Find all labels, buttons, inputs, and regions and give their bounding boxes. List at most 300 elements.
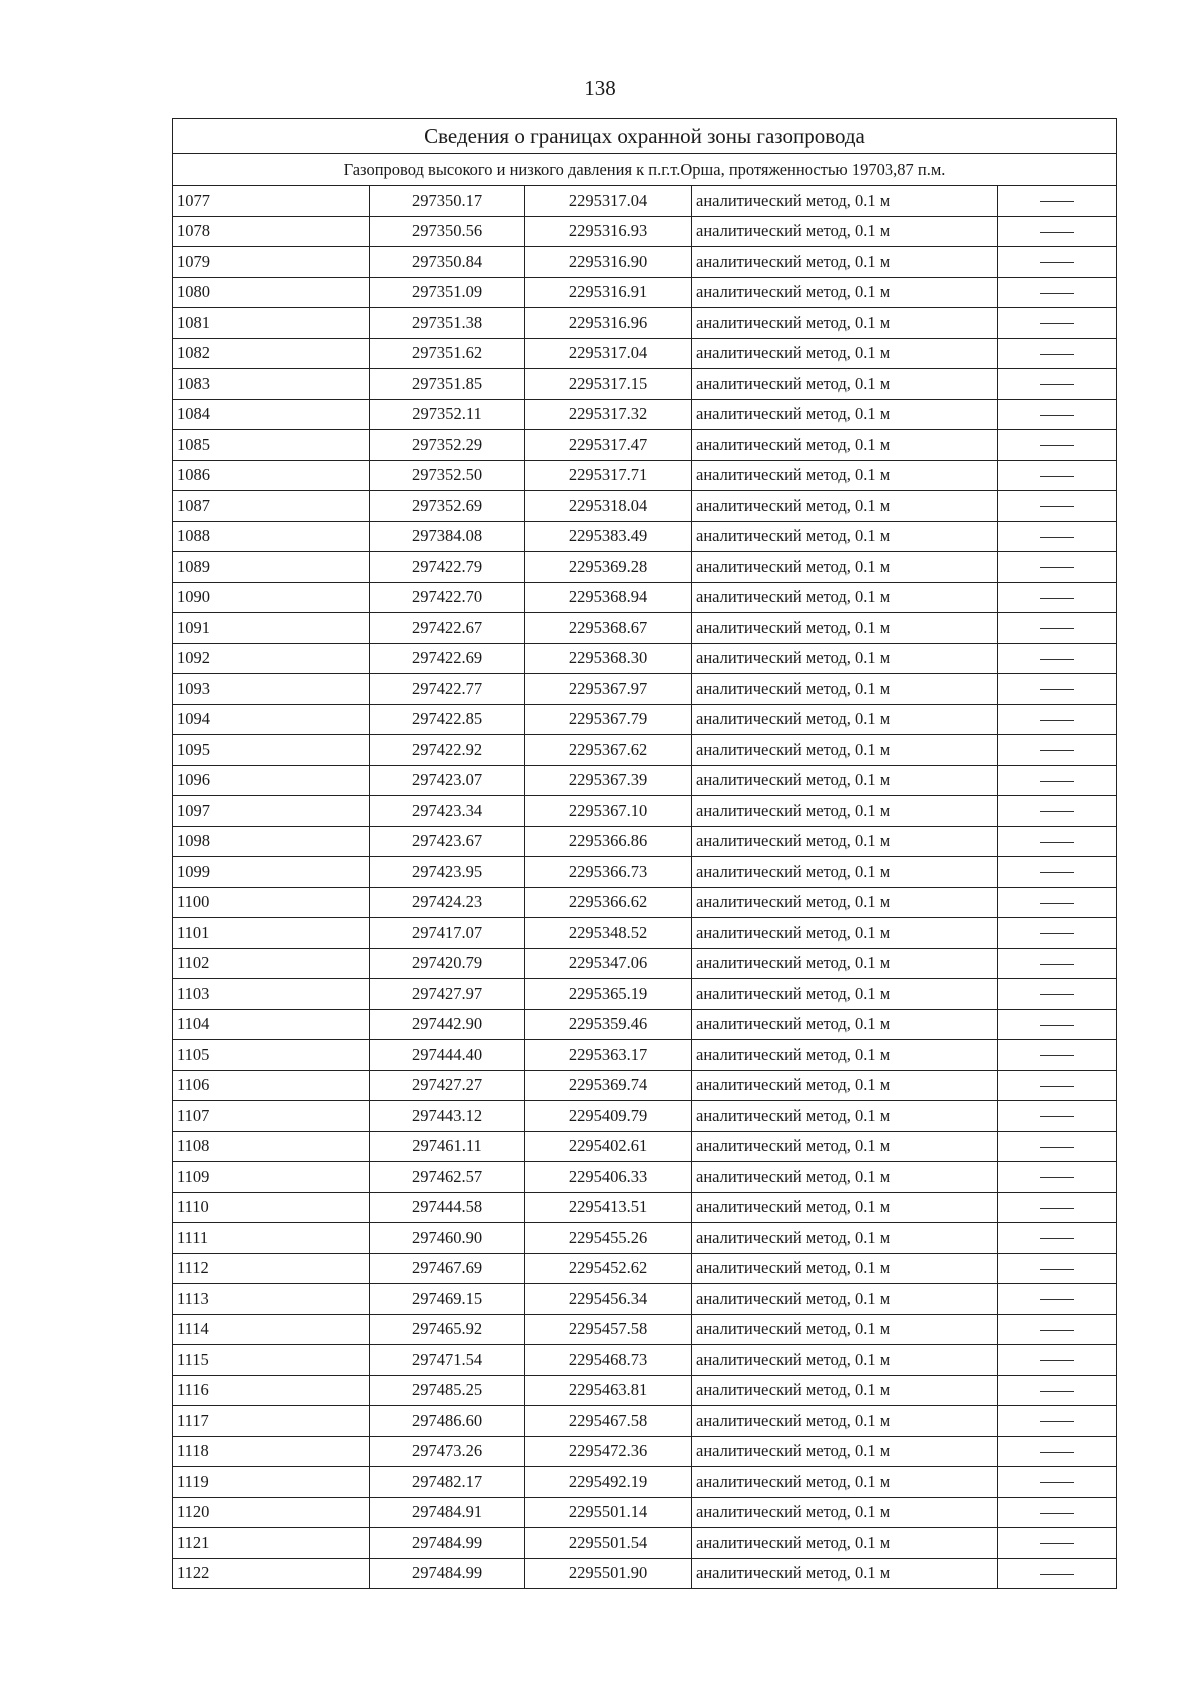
method-cell: аналитический метод, 0.1 м <box>692 735 998 766</box>
method-cell: аналитический метод, 0.1 м <box>692 277 998 308</box>
x-coordinate-cell: 297485.25 <box>370 1375 525 1406</box>
y-coordinate-cell: 2295348.52 <box>525 918 692 949</box>
table-row <box>173 216 1117 247</box>
note-cell <box>998 552 1117 583</box>
note-cell <box>998 247 1117 278</box>
x-coordinate-cell: 297350.56 <box>370 216 525 247</box>
x-coordinate-cell: 297482.17 <box>370 1467 525 1498</box>
y-coordinate-cell: 2295316.93 <box>525 216 692 247</box>
x-coordinate-cell: 297422.79 <box>370 552 525 583</box>
y-coordinate-cell: 2295365.19 <box>525 979 692 1010</box>
note-cell <box>998 796 1117 827</box>
dash-icon <box>1040 1055 1074 1056</box>
method-cell: аналитический метод, 0.1 м <box>692 1558 998 1589</box>
method-cell: аналитический метод, 0.1 м <box>692 1436 998 1467</box>
y-coordinate-cell: 2295456.34 <box>525 1284 692 1315</box>
x-coordinate-cell: 297351.38 <box>370 308 525 339</box>
method-cell: аналитический метод, 0.1 м <box>692 1375 998 1406</box>
note-cell <box>998 1375 1117 1406</box>
y-coordinate-cell: 2295409.79 <box>525 1101 692 1132</box>
y-coordinate-cell: 2295317.47 <box>525 430 692 461</box>
dash-icon <box>1040 1208 1074 1209</box>
dash-icon <box>1040 1513 1074 1514</box>
point-number-cell: 1079 <box>173 247 370 278</box>
y-coordinate-cell: 2295367.39 <box>525 765 692 796</box>
x-coordinate-cell: 297442.90 <box>370 1009 525 1040</box>
point-number-cell: 1113 <box>173 1284 370 1315</box>
y-coordinate-cell: 2295501.54 <box>525 1528 692 1559</box>
note-cell <box>998 918 1117 949</box>
x-coordinate-cell: 297462.57 <box>370 1162 525 1193</box>
method-cell: аналитический метод, 0.1 м <box>692 1345 998 1376</box>
dash-icon <box>1040 1147 1074 1148</box>
point-number-cell: 1112 <box>173 1253 370 1284</box>
point-number-cell: 1084 <box>173 399 370 430</box>
point-number-cell: 1102 <box>173 948 370 979</box>
table-row <box>173 735 1117 766</box>
x-coordinate-cell: 297486.60 <box>370 1406 525 1437</box>
x-coordinate-cell: 297461.11 <box>370 1131 525 1162</box>
table-row <box>173 430 1117 461</box>
point-number-cell: 1111 <box>173 1223 370 1254</box>
y-coordinate-cell: 2295406.33 <box>525 1162 692 1193</box>
method-cell: аналитический метод, 0.1 м <box>692 1528 998 1559</box>
note-cell <box>998 674 1117 705</box>
x-coordinate-cell: 297460.90 <box>370 1223 525 1254</box>
table-row <box>173 1223 1117 1254</box>
dash-icon <box>1040 201 1074 202</box>
method-cell: аналитический метод, 0.1 м <box>692 247 998 278</box>
note-cell <box>998 1436 1117 1467</box>
point-number-cell: 1108 <box>173 1131 370 1162</box>
dash-icon <box>1040 1360 1074 1361</box>
point-number-cell: 1098 <box>173 826 370 857</box>
y-coordinate-cell: 2295383.49 <box>525 521 692 552</box>
y-coordinate-cell: 2295368.30 <box>525 643 692 674</box>
x-coordinate-cell: 297352.50 <box>370 460 525 491</box>
note-cell <box>998 521 1117 552</box>
x-coordinate-cell: 297352.29 <box>370 430 525 461</box>
table-row <box>173 521 1117 552</box>
dash-icon <box>1040 964 1074 965</box>
dash-icon <box>1040 903 1074 904</box>
note-cell <box>998 704 1117 735</box>
dash-icon <box>1040 1269 1074 1270</box>
method-cell: аналитический метод, 0.1 м <box>692 643 998 674</box>
table-row <box>173 887 1117 918</box>
y-coordinate-cell: 2295317.15 <box>525 369 692 400</box>
y-coordinate-cell: 2295317.71 <box>525 460 692 491</box>
x-coordinate-cell: 297424.23 <box>370 887 525 918</box>
table-row <box>173 1467 1117 1498</box>
note-cell <box>998 826 1117 857</box>
x-coordinate-cell: 297352.11 <box>370 399 525 430</box>
note-cell <box>998 857 1117 888</box>
method-cell: аналитический метод, 0.1 м <box>692 857 998 888</box>
table-row <box>173 399 1117 430</box>
note-cell <box>998 460 1117 491</box>
note-cell <box>998 399 1117 430</box>
y-coordinate-cell: 2295363.17 <box>525 1040 692 1071</box>
method-cell: аналитический метод, 0.1 м <box>692 1497 998 1528</box>
table-row <box>173 460 1117 491</box>
method-cell: аналитический метод, 0.1 м <box>692 887 998 918</box>
point-number-cell: 1115 <box>173 1345 370 1376</box>
point-number-cell: 1107 <box>173 1101 370 1132</box>
method-cell: аналитический метод, 0.1 м <box>692 704 998 735</box>
dash-icon <box>1040 384 1074 385</box>
point-number-cell: 1103 <box>173 979 370 1010</box>
dash-icon <box>1040 1116 1074 1117</box>
table-row <box>173 918 1117 949</box>
point-number-cell: 1088 <box>173 521 370 552</box>
note-cell <box>998 1223 1117 1254</box>
dash-icon <box>1040 415 1074 416</box>
point-number-cell: 1097 <box>173 796 370 827</box>
method-cell: аналитический метод, 0.1 м <box>692 552 998 583</box>
y-coordinate-cell: 2295316.91 <box>525 277 692 308</box>
x-coordinate-cell: 297420.79 <box>370 948 525 979</box>
x-coordinate-cell: 297423.67 <box>370 826 525 857</box>
method-cell: аналитический метод, 0.1 м <box>692 1101 998 1132</box>
y-coordinate-cell: 2295366.62 <box>525 887 692 918</box>
table-row <box>173 1314 1117 1345</box>
method-cell: аналитический метод, 0.1 м <box>692 1070 998 1101</box>
point-number-cell: 1106 <box>173 1070 370 1101</box>
dash-icon <box>1040 1391 1074 1392</box>
method-cell: аналитический метод, 0.1 м <box>692 948 998 979</box>
table-row <box>173 186 1117 217</box>
table-row <box>173 552 1117 583</box>
note-cell <box>998 277 1117 308</box>
x-coordinate-cell: 297350.17 <box>370 186 525 217</box>
point-number-cell: 1117 <box>173 1406 370 1437</box>
method-cell: аналитический метод, 0.1 м <box>692 216 998 247</box>
y-coordinate-cell: 2295402.61 <box>525 1131 692 1162</box>
dash-icon <box>1040 1574 1074 1575</box>
y-coordinate-cell: 2295472.36 <box>525 1436 692 1467</box>
table-row <box>173 826 1117 857</box>
dash-icon <box>1040 232 1074 233</box>
dash-icon <box>1040 1086 1074 1087</box>
x-coordinate-cell: 297467.69 <box>370 1253 525 1284</box>
y-coordinate-cell: 2295369.28 <box>525 552 692 583</box>
y-coordinate-cell: 2295317.32 <box>525 399 692 430</box>
point-number-cell: 1093 <box>173 674 370 705</box>
y-coordinate-cell: 2295501.90 <box>525 1558 692 1589</box>
x-coordinate-cell: 297484.91 <box>370 1497 525 1528</box>
note-cell <box>998 491 1117 522</box>
x-coordinate-cell: 297352.69 <box>370 491 525 522</box>
dash-icon <box>1040 1482 1074 1483</box>
y-coordinate-cell: 2295492.19 <box>525 1467 692 1498</box>
x-coordinate-cell: 297423.95 <box>370 857 525 888</box>
dash-icon <box>1040 476 1074 477</box>
method-cell: аналитический метод, 0.1 м <box>692 399 998 430</box>
dash-icon <box>1040 354 1074 355</box>
point-number-cell: 1110 <box>173 1192 370 1223</box>
method-cell: аналитический метод, 0.1 м <box>692 521 998 552</box>
x-coordinate-cell: 297465.92 <box>370 1314 525 1345</box>
note-cell <box>998 1345 1117 1376</box>
point-number-cell: 1114 <box>173 1314 370 1345</box>
note-cell <box>998 765 1117 796</box>
y-coordinate-cell: 2295367.79 <box>525 704 692 735</box>
x-coordinate-cell: 297473.26 <box>370 1436 525 1467</box>
y-coordinate-cell: 2295317.04 <box>525 338 692 369</box>
method-cell: аналитический метод, 0.1 м <box>692 1223 998 1254</box>
table-row <box>173 1253 1117 1284</box>
table-row <box>173 1284 1117 1315</box>
table-title-row <box>173 119 1117 154</box>
method-cell: аналитический метод, 0.1 м <box>692 460 998 491</box>
dash-icon <box>1040 1299 1074 1300</box>
point-number-cell: 1086 <box>173 460 370 491</box>
y-coordinate-cell: 2295452.62 <box>525 1253 692 1284</box>
dash-icon <box>1040 567 1074 568</box>
table-row <box>173 948 1117 979</box>
dash-icon <box>1040 781 1074 782</box>
table-row <box>173 1375 1117 1406</box>
method-cell: аналитический метод, 0.1 м <box>692 1192 998 1223</box>
point-number-cell: 1092 <box>173 643 370 674</box>
table-title: Сведения о границах охранной зоны газопровода <box>173 119 1117 154</box>
y-coordinate-cell: 2295316.96 <box>525 308 692 339</box>
note-cell <box>998 1009 1117 1040</box>
y-coordinate-cell: 2295366.86 <box>525 826 692 857</box>
table-row <box>173 1162 1117 1193</box>
method-cell: аналитический метод, 0.1 м <box>692 1314 998 1345</box>
note-cell <box>998 1162 1117 1193</box>
method-cell: аналитический метод, 0.1 м <box>692 674 998 705</box>
y-coordinate-cell: 2295468.73 <box>525 1345 692 1376</box>
table-subtitle-row <box>173 154 1117 186</box>
method-cell: аналитический метод, 0.1 м <box>692 765 998 796</box>
method-cell: аналитический метод, 0.1 м <box>692 491 998 522</box>
x-coordinate-cell: 297422.77 <box>370 674 525 705</box>
note-cell <box>998 1040 1117 1071</box>
point-number-cell: 1109 <box>173 1162 370 1193</box>
table-row <box>173 1192 1117 1223</box>
point-number-cell: 1081 <box>173 308 370 339</box>
point-number-cell: 1116 <box>173 1375 370 1406</box>
point-number-cell: 1101 <box>173 918 370 949</box>
method-cell: аналитический метод, 0.1 м <box>692 1253 998 1284</box>
point-number-cell: 1082 <box>173 338 370 369</box>
table-row <box>173 338 1117 369</box>
dash-icon <box>1040 598 1074 599</box>
method-cell: аналитический метод, 0.1 м <box>692 338 998 369</box>
note-cell <box>998 887 1117 918</box>
table-row <box>173 979 1117 1010</box>
table-row <box>173 308 1117 339</box>
dash-icon <box>1040 262 1074 263</box>
x-coordinate-cell: 297484.99 <box>370 1558 525 1589</box>
point-number-cell: 1104 <box>173 1009 370 1040</box>
table-row <box>173 1131 1117 1162</box>
x-coordinate-cell: 297469.15 <box>370 1284 525 1315</box>
note-cell <box>998 613 1117 644</box>
y-coordinate-cell: 2295347.06 <box>525 948 692 979</box>
dash-icon <box>1040 506 1074 507</box>
point-number-cell: 1091 <box>173 613 370 644</box>
note-cell <box>998 1131 1117 1162</box>
dash-icon <box>1040 720 1074 721</box>
table-row <box>173 857 1117 888</box>
y-coordinate-cell: 2295369.74 <box>525 1070 692 1101</box>
dash-icon <box>1040 1543 1074 1544</box>
method-cell: аналитический метод, 0.1 м <box>692 1009 998 1040</box>
method-cell: аналитический метод, 0.1 м <box>692 1040 998 1071</box>
y-coordinate-cell: 2295413.51 <box>525 1192 692 1223</box>
point-number-cell: 1119 <box>173 1467 370 1498</box>
method-cell: аналитический метод, 0.1 м <box>692 979 998 1010</box>
dash-icon <box>1040 933 1074 934</box>
x-coordinate-cell: 297422.70 <box>370 582 525 613</box>
y-coordinate-cell: 2295359.46 <box>525 1009 692 1040</box>
table-row <box>173 674 1117 705</box>
method-cell: аналитический метод, 0.1 м <box>692 796 998 827</box>
point-number-cell: 1118 <box>173 1436 370 1467</box>
note-cell <box>998 1284 1117 1315</box>
table-row <box>173 277 1117 308</box>
note-cell <box>998 582 1117 613</box>
point-number-cell: 1096 <box>173 765 370 796</box>
x-coordinate-cell: 297422.69 <box>370 643 525 674</box>
note-cell <box>998 216 1117 247</box>
note-cell <box>998 1101 1117 1132</box>
dash-icon <box>1040 994 1074 995</box>
x-coordinate-cell: 297422.85 <box>370 704 525 735</box>
y-coordinate-cell: 2295501.14 <box>525 1497 692 1528</box>
dash-icon <box>1040 1025 1074 1026</box>
table-row <box>173 1345 1117 1376</box>
note-cell <box>998 1467 1117 1498</box>
note-cell <box>998 1192 1117 1223</box>
x-coordinate-cell: 297351.62 <box>370 338 525 369</box>
point-number-cell: 1089 <box>173 552 370 583</box>
point-number-cell: 1122 <box>173 1558 370 1589</box>
dash-icon <box>1040 293 1074 294</box>
x-coordinate-cell: 297443.12 <box>370 1101 525 1132</box>
method-cell: аналитический метод, 0.1 м <box>692 186 998 217</box>
point-number-cell: 1077 <box>173 186 370 217</box>
point-number-cell: 1080 <box>173 277 370 308</box>
dash-icon <box>1040 872 1074 873</box>
table-row <box>173 1406 1117 1437</box>
table-row <box>173 796 1117 827</box>
dash-icon <box>1040 842 1074 843</box>
y-coordinate-cell: 2295366.73 <box>525 857 692 888</box>
point-number-cell: 1078 <box>173 216 370 247</box>
method-cell: аналитический метод, 0.1 м <box>692 613 998 644</box>
method-cell: аналитический метод, 0.1 м <box>692 1406 998 1437</box>
y-coordinate-cell: 2295467.58 <box>525 1406 692 1437</box>
x-coordinate-cell: 297422.67 <box>370 613 525 644</box>
table-row <box>173 1009 1117 1040</box>
table-subtitle: Газопровод высокого и низкого давления к п.г.т.Орша, протяженностью 19703,87 п.м. <box>173 154 1117 186</box>
method-cell: аналитический метод, 0.1 м <box>692 918 998 949</box>
x-coordinate-cell: 297427.97 <box>370 979 525 1010</box>
x-coordinate-cell: 297351.85 <box>370 369 525 400</box>
y-coordinate-cell: 2295463.81 <box>525 1375 692 1406</box>
dash-icon <box>1040 1238 1074 1239</box>
dash-icon <box>1040 750 1074 751</box>
dash-icon <box>1040 323 1074 324</box>
note-cell <box>998 1253 1117 1284</box>
note-cell <box>998 979 1117 1010</box>
point-number-cell: 1085 <box>173 430 370 461</box>
table-row <box>173 1070 1117 1101</box>
dash-icon <box>1040 445 1074 446</box>
x-coordinate-cell: 297417.07 <box>370 918 525 949</box>
dash-icon <box>1040 1421 1074 1422</box>
y-coordinate-cell: 2295316.90 <box>525 247 692 278</box>
y-coordinate-cell: 2295367.62 <box>525 735 692 766</box>
method-cell: аналитический метод, 0.1 м <box>692 582 998 613</box>
x-coordinate-cell: 297423.34 <box>370 796 525 827</box>
method-cell: аналитический метод, 0.1 м <box>692 1284 998 1315</box>
note-cell <box>998 643 1117 674</box>
table-row <box>173 1558 1117 1589</box>
table-row <box>173 613 1117 644</box>
dash-icon <box>1040 1177 1074 1178</box>
y-coordinate-cell: 2295455.26 <box>525 1223 692 1254</box>
table-row <box>173 704 1117 735</box>
point-number-cell: 1094 <box>173 704 370 735</box>
method-cell: аналитический метод, 0.1 м <box>692 369 998 400</box>
table-row <box>173 1528 1117 1559</box>
method-cell: аналитический метод, 0.1 м <box>692 1162 998 1193</box>
x-coordinate-cell: 297384.08 <box>370 521 525 552</box>
x-coordinate-cell: 297427.27 <box>370 1070 525 1101</box>
point-number-cell: 1095 <box>173 735 370 766</box>
method-cell: аналитический метод, 0.1 м <box>692 1131 998 1162</box>
y-coordinate-cell: 2295318.04 <box>525 491 692 522</box>
table-row <box>173 643 1117 674</box>
y-coordinate-cell: 2295457.58 <box>525 1314 692 1345</box>
x-coordinate-cell: 297423.07 <box>370 765 525 796</box>
note-cell <box>998 1070 1117 1101</box>
note-cell <box>998 735 1117 766</box>
point-number-cell: 1100 <box>173 887 370 918</box>
table-row <box>173 1040 1117 1071</box>
point-number-cell: 1099 <box>173 857 370 888</box>
note-cell <box>998 1497 1117 1528</box>
x-coordinate-cell: 297350.84 <box>370 247 525 278</box>
dash-icon <box>1040 1330 1074 1331</box>
y-coordinate-cell: 2295367.97 <box>525 674 692 705</box>
dash-icon <box>1040 537 1074 538</box>
note-cell <box>998 948 1117 979</box>
y-coordinate-cell: 2295367.10 <box>525 796 692 827</box>
point-number-cell: 1121 <box>173 1528 370 1559</box>
table-row <box>173 1101 1117 1132</box>
note-cell <box>998 430 1117 461</box>
dash-icon <box>1040 811 1074 812</box>
note-cell <box>998 186 1117 217</box>
x-coordinate-cell: 297422.92 <box>370 735 525 766</box>
note-cell <box>998 1558 1117 1589</box>
dash-icon <box>1040 659 1074 660</box>
method-cell: аналитический метод, 0.1 м <box>692 308 998 339</box>
table-row <box>173 247 1117 278</box>
dash-icon <box>1040 1452 1074 1453</box>
table-row <box>173 765 1117 796</box>
table-row <box>173 1436 1117 1467</box>
y-coordinate-cell: 2295368.94 <box>525 582 692 613</box>
note-cell <box>998 338 1117 369</box>
